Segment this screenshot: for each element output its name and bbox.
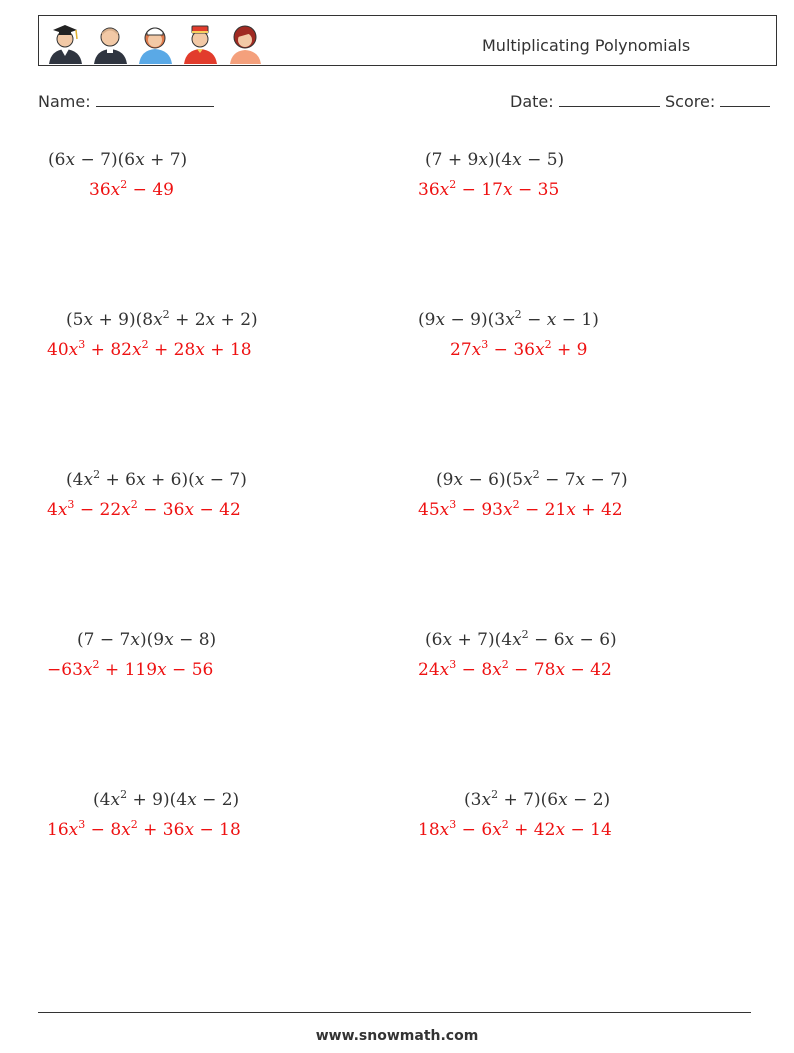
footer-website[interactable]: www.snowmath.com: [315, 1028, 479, 1044]
bellhop-avatar-icon: [182, 20, 219, 64]
graduate-avatar-icon: [47, 20, 84, 64]
problem-answer: $4x^3 - 22x^2 - 36x - 42$: [47, 498, 241, 520]
problem-question: $(9x - 6)(5x^2 - 7x - 7)$: [436, 468, 628, 490]
problem-answer: $18x^3 - 6x^2 + 42x - 14$: [418, 818, 612, 840]
woman-avatar-icon: [227, 20, 264, 64]
problem-question: (7 − 7x)(9x − 8): [77, 630, 217, 650]
problem-question: $(6x + 7)(4x^2 - 6x - 6)$: [425, 628, 617, 650]
problem-question: $(9x - 9)(3x^2 - x - 1)$: [418, 308, 599, 330]
nurse-avatar-icon: [137, 20, 174, 64]
footer-divider: [38, 1012, 751, 1013]
name-field[interactable]: [38, 92, 214, 111]
avatar-row: [47, 20, 264, 64]
problem-answer: $16x^3 - 8x^2 + 36x - 18$: [47, 818, 241, 840]
problem-question: $(5x + 9)(8x^2 + 2x + 2)$: [66, 308, 258, 330]
problem-question: $(4x^2 + 9)(4x - 2)$: [93, 788, 240, 810]
date-blank[interactable]: [559, 92, 660, 107]
score-label: Score:: [665, 92, 716, 111]
worksheet-header: [38, 15, 777, 66]
problem-answer: $36x^2 - 49$: [89, 178, 174, 200]
problem-question: $(4x^2 + 6x + 6)(x - 7)$: [66, 468, 247, 490]
problem-question: (6x − 7)(6x + 7): [48, 150, 188, 170]
problem-answer: $27x^3 - 36x^2 + 9$: [450, 338, 588, 360]
problem-answer: $40x^3 + 82x^2 + 28x + 18$: [47, 338, 252, 360]
name-blank[interactable]: [96, 92, 214, 107]
problem-question: (7 + 9x)(4x − 5): [425, 150, 565, 170]
score-field[interactable]: [665, 92, 770, 111]
problem-answer: $45x^3 - 93x^2 - 21x + 42$: [418, 498, 623, 520]
date-label: Date:: [510, 92, 554, 111]
worksheet-title: Multiplicating Polynomials: [482, 36, 691, 55]
date-field[interactable]: [510, 92, 660, 111]
problem-answer: $36x^2 - 17x - 35$: [418, 178, 560, 200]
problem-answer: $-63x^2 + 119x - 56$: [47, 658, 214, 680]
score-blank[interactable]: [720, 92, 770, 107]
problem-question: $(3x^2 + 7)(6x - 2)$: [464, 788, 611, 810]
problem-answer: $24x^3 - 8x^2 - 78x - 42$: [418, 658, 612, 680]
priest-avatar-icon: [92, 20, 129, 64]
name-label: Name:: [38, 92, 91, 111]
